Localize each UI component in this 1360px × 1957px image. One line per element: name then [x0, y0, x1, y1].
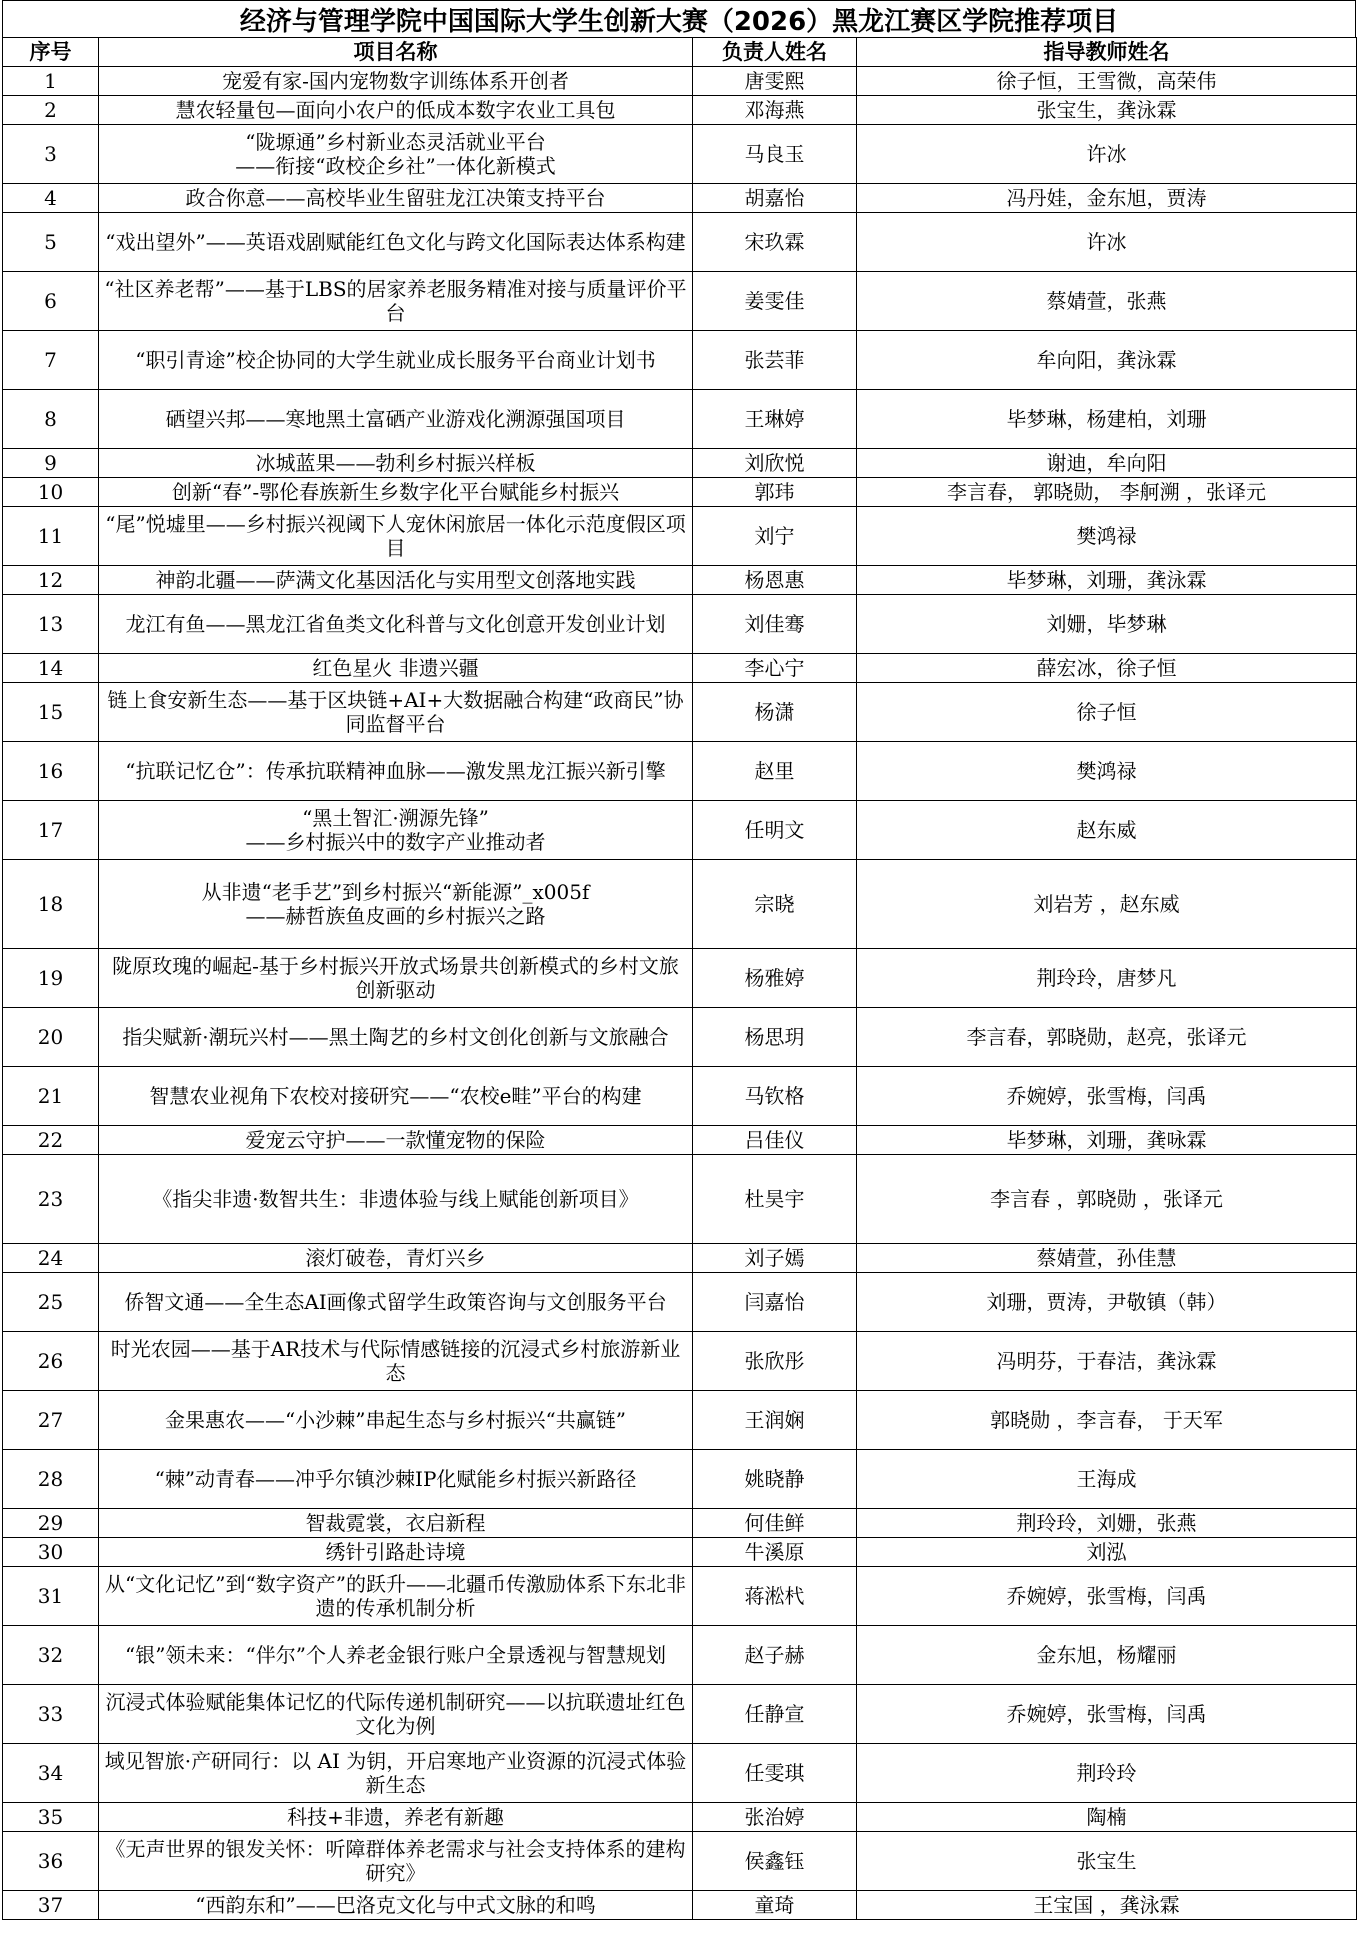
project-name: 域见智旅·产研同行：以 AI 为钥，开启寒地产业资源的沉浸式体验新生态 — [99, 1744, 693, 1803]
table-row — [3, 1744, 1357, 1803]
table-row — [3, 1567, 1357, 1626]
leader-name: 刘宁 — [693, 507, 857, 566]
row-number: 23 — [3, 1155, 99, 1244]
leader-name: 杨恩惠 — [693, 566, 857, 595]
row-number: 28 — [3, 1450, 99, 1509]
table-row — [3, 1273, 1357, 1332]
header-leader: 负责人姓名 — [693, 38, 857, 67]
leader-name: 刘子嫣 — [693, 1244, 857, 1273]
advisor-names: 刘泓 — [857, 1538, 1357, 1567]
leader-name: 张治婷 — [693, 1803, 857, 1832]
row-number: 12 — [3, 566, 99, 595]
project-name: “西韵东和”——巴洛克文化与中式文脉的和鸣 — [99, 1891, 693, 1920]
leader-name: 郭玮 — [693, 478, 857, 507]
project-name: 神韵北疆——萨满文化基因活化与实用型文创落地实践 — [99, 566, 693, 595]
advisor-names: 乔婉婷，张雪梅，闫禹 — [857, 1067, 1357, 1126]
project-name: 滚灯破卷，青灯兴乡 — [99, 1244, 693, 1273]
project-name: 指尖赋新·潮玩兴村——黑土陶艺的乡村文创化创新与文旅融合 — [99, 1008, 693, 1067]
spreadsheet — [2, 0, 1356, 1920]
project-name: “抗联记忆仓”：传承抗联精神血脉——激发黑龙江振兴新引擎 — [99, 742, 693, 801]
leader-name: 吕佳仪 — [693, 1126, 857, 1155]
table-row — [3, 1803, 1357, 1832]
leader-name: 任雯琪 — [693, 1744, 857, 1803]
leader-name: 唐雯熙 — [693, 67, 857, 96]
leader-name: 姜雯佳 — [693, 272, 857, 331]
leader-name: 牛溪原 — [693, 1538, 857, 1567]
header-no: 序号 — [3, 38, 99, 67]
advisor-names: 毕梦琳，杨建柏，刘珊 — [857, 390, 1357, 449]
advisor-names: 郭晓勋 ，李言春， 于天军 — [857, 1391, 1357, 1450]
project-name: “职引青途”校企协同的大学生就业成长服务平台商业计划书 — [99, 331, 693, 390]
table-row — [3, 1008, 1357, 1067]
leader-name: 王琳婷 — [693, 390, 857, 449]
advisor-names: 徐子恒 — [857, 683, 1357, 742]
project-name: “黑土智汇·溯源先锋” ——乡村振兴中的数字产业推动者 — [99, 801, 693, 860]
project-name: 从“文化记忆”到“数字资产”的跃升——北疆币传激励体系下东北非遗的传承机制分析 — [99, 1567, 693, 1626]
project-name: 科技+非遗，养老有新趣 — [99, 1803, 693, 1832]
row-number: 26 — [3, 1332, 99, 1391]
project-name: 智慧农业视角下农校对接研究——“农校e畦”平台的构建 — [99, 1067, 693, 1126]
table-row — [3, 1538, 1357, 1567]
project-name: 硒望兴邦——寒地黑土富硒产业游戏化溯源强国项目 — [99, 390, 693, 449]
table-row — [3, 595, 1357, 654]
advisor-names: 牟向阳，龚泳霖 — [857, 331, 1357, 390]
project-name: 智裁霓裳，衣启新程 — [99, 1509, 693, 1538]
advisor-names: 刘姗，毕梦琳 — [857, 595, 1357, 654]
advisor-names: 乔婉婷，张雪梅，闫禹 — [857, 1685, 1357, 1744]
advisor-names: 荆玲玲，唐梦凡 — [857, 949, 1357, 1008]
row-number: 6 — [3, 272, 99, 331]
leader-name: 杨雅婷 — [693, 949, 857, 1008]
table-row — [3, 1067, 1357, 1126]
row-number: 1 — [3, 67, 99, 96]
project-name: 从非遗“老手艺”到乡村振兴“新能源”_x005f ——赫哲族鱼皮画的乡村振兴之路 — [99, 860, 693, 949]
row-number: 35 — [3, 1803, 99, 1832]
table-row — [3, 125, 1357, 184]
project-name: 冰城蓝果——勃利乡村振兴样板 — [99, 449, 693, 478]
leader-name: 闫嘉怡 — [693, 1273, 857, 1332]
leader-name: 李心宁 — [693, 654, 857, 683]
sheet-title: 经济与管理学院中国国际大学生创新大赛（2026）黑龙江赛区学院推荐项目 — [2, 0, 1356, 37]
advisor-names: 李言春，郭晓勋，赵亮，张译元 — [857, 1008, 1357, 1067]
advisor-names: 许冰 — [857, 125, 1357, 184]
row-number: 4 — [3, 184, 99, 213]
row-number: 31 — [3, 1567, 99, 1626]
project-name: 金果惠农——“小沙棘”串起生态与乡村振兴“共赢链” — [99, 1391, 693, 1450]
row-number: 25 — [3, 1273, 99, 1332]
project-name: 慧农轻量包—面向小农户的低成本数字农业工具包 — [99, 96, 693, 125]
row-number: 14 — [3, 654, 99, 683]
table-row — [3, 1626, 1357, 1685]
leader-name: 刘佳骞 — [693, 595, 857, 654]
leader-name: 刘欣悦 — [693, 449, 857, 478]
advisor-names: 刘岩芳 ，赵东威 — [857, 860, 1357, 949]
project-name: 侨智文通——全生态AI画像式留学生政策咨询与文创服务平台 — [99, 1273, 693, 1332]
advisor-names: 徐子恒，王雪微，高荣伟 — [857, 67, 1357, 96]
row-number: 29 — [3, 1509, 99, 1538]
table-row — [3, 1391, 1357, 1450]
project-name: 创新“春”-鄂伦春族新生乡数字化平台赋能乡村振兴 — [99, 478, 693, 507]
leader-name: 马良玉 — [693, 125, 857, 184]
table-row — [3, 1891, 1357, 1920]
leader-name: 杜昊宇 — [693, 1155, 857, 1244]
advisor-names: 毕梦琳，刘珊，龚泳霖 — [857, 566, 1357, 595]
row-number: 19 — [3, 949, 99, 1008]
project-name: 时光农园——基于AR技术与代际情感链接的沉浸式乡村旅游新业态 — [99, 1332, 693, 1391]
leader-name: 赵子赫 — [693, 1626, 857, 1685]
table-row — [3, 1450, 1357, 1509]
table-row — [3, 1509, 1357, 1538]
table-row — [3, 184, 1357, 213]
advisor-names: 荆玲玲，刘姗，张燕 — [857, 1509, 1357, 1538]
advisor-names: 刘珊，贾涛，尹敬镇（韩） — [857, 1273, 1357, 1332]
project-name: 绣针引路赴诗境 — [99, 1538, 693, 1567]
project-name: 红色星火 非遗兴疆 — [99, 654, 693, 683]
row-number: 3 — [3, 125, 99, 184]
row-number: 18 — [3, 860, 99, 949]
advisor-names: 蔡婧萱，孙佳慧 — [857, 1244, 1357, 1273]
project-name: “陇塬通”乡村新业态灵活就业平台 ——衔接“政校企乡社”一体化新模式 — [99, 125, 693, 184]
project-name: “戏出望外”——英语戏剧赋能红色文化与跨文化国际表达体系构建 — [99, 213, 693, 272]
table-row — [3, 1332, 1357, 1391]
leader-name: 张欣彤 — [693, 1332, 857, 1391]
table-row — [3, 949, 1357, 1008]
row-number: 2 — [3, 96, 99, 125]
row-number: 17 — [3, 801, 99, 860]
table-row — [3, 213, 1357, 272]
advisor-names: 蔡婧萱，张燕 — [857, 272, 1357, 331]
leader-name: 杨潇 — [693, 683, 857, 742]
advisor-names: 薛宏冰，徐子恒 — [857, 654, 1357, 683]
table-row — [3, 860, 1357, 949]
leader-name: 马钦格 — [693, 1067, 857, 1126]
row-number: 21 — [3, 1067, 99, 1126]
table-row — [3, 390, 1357, 449]
advisor-names: 许冰 — [857, 213, 1357, 272]
row-number: 32 — [3, 1626, 99, 1685]
table-row — [3, 683, 1357, 742]
advisor-names: 毕梦琳，刘珊，龚咏霖 — [857, 1126, 1357, 1155]
row-number: 10 — [3, 478, 99, 507]
advisor-names: 李言春 ，郭晓勋 ，张译元 — [857, 1155, 1357, 1244]
row-number: 9 — [3, 449, 99, 478]
table-row — [3, 654, 1357, 683]
leader-name: 张芸菲 — [693, 331, 857, 390]
project-name: 沉浸式体验赋能集体记忆的代际传递机制研究——以抗联遗址红色文化为例 — [99, 1685, 693, 1744]
project-name: 链上食安新生态——基于区块链+AI+大数据融合构建“政商民”协同监督平台 — [99, 683, 693, 742]
project-name: 龙江有鱼——黑龙江省鱼类文化科普与文化创意开发创业计划 — [99, 595, 693, 654]
table-row — [3, 507, 1357, 566]
row-number: 36 — [3, 1832, 99, 1891]
advisor-names: 赵东威 — [857, 801, 1357, 860]
advisor-names: 金东旭，杨耀丽 — [857, 1626, 1357, 1685]
row-number: 13 — [3, 595, 99, 654]
project-name: 爱宠云守护——一款懂宠物的保险 — [99, 1126, 693, 1155]
row-number: 15 — [3, 683, 99, 742]
leader-name: 任明文 — [693, 801, 857, 860]
advisor-names: 谢迪，牟向阳 — [857, 449, 1357, 478]
leader-name: 邓海燕 — [693, 96, 857, 125]
project-name: “社区养老帮”——基于LBS的居家养老服务精准对接与质量评价平台 — [99, 272, 693, 331]
table-row — [3, 1685, 1357, 1744]
row-number: 16 — [3, 742, 99, 801]
project-name: “棘”动青春——冲乎尔镇沙棘IP化赋能乡村振兴新路径 — [99, 1450, 693, 1509]
table-row — [3, 67, 1357, 96]
leader-name: 赵里 — [693, 742, 857, 801]
project-name: 宠爱有家-国内宠物数字训练体系开创者 — [99, 67, 693, 96]
advisor-names: 王宝国 ，龚泳霖 — [857, 1891, 1357, 1920]
advisor-names: 樊鸿禄 — [857, 507, 1357, 566]
leader-name: 杨思玥 — [693, 1008, 857, 1067]
leader-name: 姚晓静 — [693, 1450, 857, 1509]
leader-name: 任静宣 — [693, 1685, 857, 1744]
table-row — [3, 566, 1357, 595]
leader-name: 宋玖霖 — [693, 213, 857, 272]
table-row — [3, 96, 1357, 125]
header-advisors: 指导教师姓名 — [857, 38, 1357, 67]
row-number: 37 — [3, 1891, 99, 1920]
table-row — [3, 801, 1357, 860]
project-name: 《无声世界的银发关怀：听障群体养老需求与社会支持体系的建构研究》 — [99, 1832, 693, 1891]
advisor-names: 李言春， 郭晓勋， 李舸溯 ，张译元 — [857, 478, 1357, 507]
row-number: 27 — [3, 1391, 99, 1450]
table-row — [3, 1244, 1357, 1273]
row-number: 11 — [3, 507, 99, 566]
row-number: 33 — [3, 1685, 99, 1744]
leader-name: 蒋淞杙 — [693, 1567, 857, 1626]
leader-name: 王润娴 — [693, 1391, 857, 1450]
row-number: 34 — [3, 1744, 99, 1803]
row-number: 7 — [3, 331, 99, 390]
leader-name: 童琦 — [693, 1891, 857, 1920]
table-row — [3, 449, 1357, 478]
table-row — [3, 331, 1357, 390]
advisor-names: 荆玲玲 — [857, 1744, 1357, 1803]
advisor-names: 乔婉婷，张雪梅，闫禹 — [857, 1567, 1357, 1626]
leader-name: 胡嘉怡 — [693, 184, 857, 213]
project-name: “尾”悦墟里——乡村振兴视阈下人宠休闲旅居一体化示范度假区项目 — [99, 507, 693, 566]
advisor-names: 王海成 — [857, 1450, 1357, 1509]
row-number: 24 — [3, 1244, 99, 1273]
table-row — [3, 478, 1357, 507]
table-row — [3, 272, 1357, 331]
project-name: “银”领未来：“伴尔”个人养老金银行账户全景透视与智慧规划 — [99, 1626, 693, 1685]
leader-name: 侯鑫钰 — [693, 1832, 857, 1891]
leader-name: 何佳鲜 — [693, 1509, 857, 1538]
leader-name: 宗晓 — [693, 860, 857, 949]
table-row — [3, 1126, 1357, 1155]
advisor-names: 张宝生，龚泳霖 — [857, 96, 1357, 125]
advisor-names: 冯明芬，于春洁，龚泳霖 — [857, 1332, 1357, 1391]
row-number: 22 — [3, 1126, 99, 1155]
header-project: 项目名称 — [99, 38, 693, 67]
advisor-names: 冯丹娃，金东旭，贾涛 — [857, 184, 1357, 213]
row-number: 8 — [3, 390, 99, 449]
project-name: 政合你意——高校毕业生留驻龙江决策支持平台 — [99, 184, 693, 213]
header-row — [3, 38, 1357, 67]
project-table — [2, 37, 1357, 1920]
project-name: 陇原玫瑰的崛起-基于乡村振兴开放式场景共创新模式的乡村文旅创新驱动 — [99, 949, 693, 1008]
advisor-names: 陶楠 — [857, 1803, 1357, 1832]
row-number: 30 — [3, 1538, 99, 1567]
project-name: 《指尖非遗·数智共生：非遗体验与线上赋能创新项目》 — [99, 1155, 693, 1244]
table-row — [3, 742, 1357, 801]
table-row — [3, 1155, 1357, 1244]
table-row — [3, 1832, 1357, 1891]
advisor-names: 樊鸿禄 — [857, 742, 1357, 801]
row-number: 20 — [3, 1008, 99, 1067]
row-number: 5 — [3, 213, 99, 272]
advisor-names: 张宝生 — [857, 1832, 1357, 1891]
table-body — [3, 67, 1357, 1920]
